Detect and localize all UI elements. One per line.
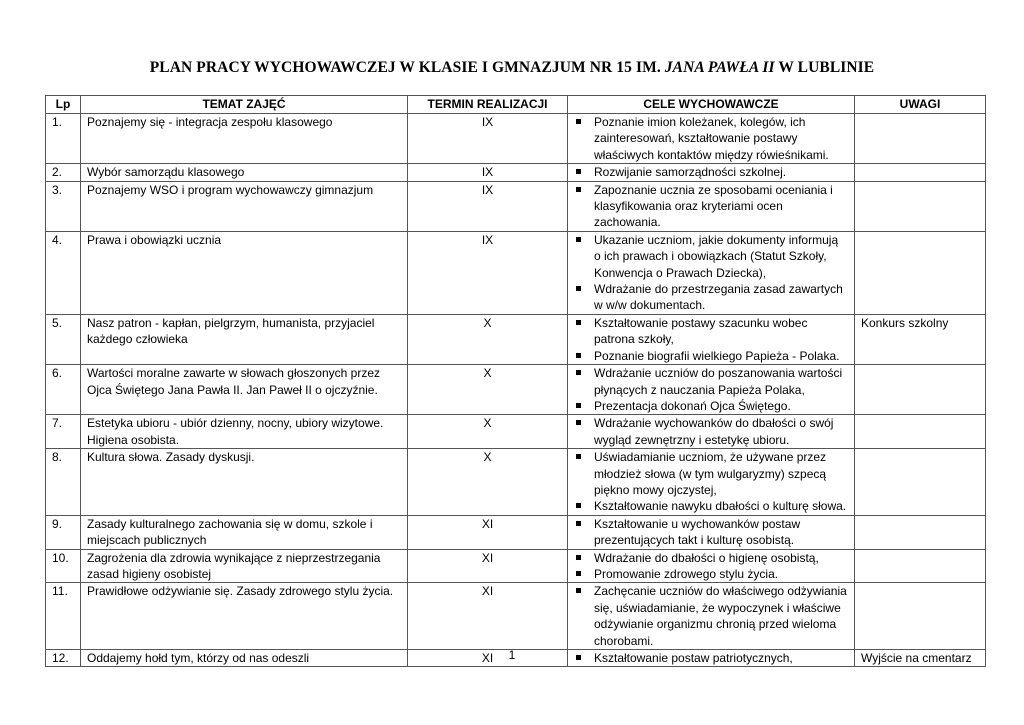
goal-item: Wdrażanie do przestrzegania zasad zawartych w w/w dokumentach.: [574, 281, 848, 314]
row-term: IX: [408, 231, 568, 314]
row-topic: Estetyka ubioru - ubiór dzienny, nocny, ubiory wizytowe. Higiena osobista.: [81, 415, 408, 449]
row-notes: [855, 164, 986, 181]
row-notes: [855, 114, 986, 164]
row-term: XI: [408, 549, 568, 583]
row-notes: [855, 515, 986, 549]
goal-item: Uświadamianie uczniom, że używane przez młodzież słowa (w tym wulgaryzmy) szpecą piękno mowy ojczystej,: [574, 449, 848, 498]
row-number: 8.: [46, 449, 81, 516]
table-row: [46, 365, 986, 415]
row-topic: Zasady kulturalnego zachowania się w domu, szkole i miejscach publicznych: [81, 515, 408, 549]
table-row: [46, 114, 986, 164]
row-notes: [855, 365, 986, 415]
goal-item: Poznanie biografii wielkiego Papieża - Polaka.: [574, 348, 848, 364]
goals-list: [574, 550, 848, 583]
goal-item: Kształtowanie postawy szacunku wobec patrona szkoły,: [574, 315, 848, 348]
row-topic: Prawa i obowiązki ucznia: [81, 231, 408, 314]
row-term: XI: [408, 515, 568, 549]
row-number: 7.: [46, 415, 81, 449]
title-suffix: W LUBLINIE: [774, 59, 875, 76]
page-title: [0, 59, 1024, 77]
row-number: 2.: [46, 164, 81, 181]
header-topic: TEMAT ZAJĘĆ: [81, 96, 408, 114]
row-term: IX: [408, 164, 568, 181]
table-row: [46, 164, 986, 181]
row-goals: [568, 164, 855, 181]
goals-list: [574, 182, 848, 231]
row-term: X: [408, 314, 568, 364]
goal-item: Kształtowanie postaw patriotycznych,: [574, 650, 848, 666]
row-notes: Konkurs szkolny: [855, 314, 986, 364]
row-goals: [568, 515, 855, 549]
goal-item: Ukazanie uczniom, jakie dokumenty informują o ich prawach i obowiązkach (Statut Szkoły, Konwencja o Prawach Dziecka),: [574, 232, 848, 281]
goals-list: [574, 232, 848, 314]
row-topic: Wybór samorządu klasowego: [81, 164, 408, 181]
goals-list: [574, 449, 848, 515]
row-goals: [568, 114, 855, 164]
row-number: 3.: [46, 181, 81, 231]
row-term: IX: [408, 181, 568, 231]
row-term: XI: [408, 583, 568, 650]
row-notes: [855, 231, 986, 314]
row-topic: Zagrożenia dla zdrowia wynikające z nieprzestrzegania zasad higieny osobistej: [81, 549, 408, 583]
row-number: 4.: [46, 231, 81, 314]
header-lp: Lp: [46, 96, 81, 114]
table-body: [46, 114, 986, 667]
row-notes: [855, 549, 986, 583]
goal-item: Rozwijanie samorządności szkolnej.: [574, 164, 848, 180]
row-number: 12.: [46, 650, 81, 667]
goals-list: [574, 583, 848, 649]
row-topic: Poznajemy WSO i program wychowawczy gimnazjum: [81, 181, 408, 231]
goal-item: Wdrażanie uczniów do poszanowania wartości płynących z nauczania Papieża Polaka,: [574, 365, 848, 398]
row-notes: [855, 449, 986, 516]
goal-item: Kształtowanie u wychowanków postaw prezentujących takt i kulturę osobistą.: [574, 516, 848, 549]
table-row: [46, 515, 986, 549]
title-patron-name: JANA PAWŁA II: [664, 59, 775, 76]
table-row: [46, 583, 986, 650]
row-number: 11.: [46, 583, 81, 650]
row-topic: Poznajemy się - integracja zespołu klasowego: [81, 114, 408, 164]
title-prefix: PLAN PRACY WYCHOWAWCZEJ W KLASIE I GMNAZJUM NR 15 IM.: [149, 59, 665, 76]
table-row: [46, 314, 986, 364]
row-notes: [855, 415, 986, 449]
plan-table: [45, 95, 986, 667]
row-notes: [855, 583, 986, 650]
table-row: [46, 415, 986, 449]
goal-item: Zachęcanie uczniów do właściwego odżywiania się, uświadamianie, że wypoczynek i właściwe odżywianie organizmu chronią przed wieloma chorobami.: [574, 583, 848, 649]
goals-list: [574, 516, 848, 549]
row-term: X: [408, 449, 568, 516]
row-goals: [568, 449, 855, 516]
row-term: X: [408, 415, 568, 449]
table-row: [46, 231, 986, 314]
goals-list: [574, 315, 848, 364]
goal-item: Promowanie zdrowego stylu życia.: [574, 566, 848, 582]
row-number: 5.: [46, 314, 81, 364]
goal-item: Prezentacja dokonań Ojca Świętego.: [574, 398, 848, 414]
row-goals: [568, 365, 855, 415]
row-number: 1.: [46, 114, 81, 164]
header-notes: UWAGI: [855, 96, 986, 114]
goal-item: Poznanie imion koleżanek, kolegów, ich zainteresowań, kształtowanie postawy właściwych kontaktów między rówieśnikami.: [574, 114, 848, 163]
row-goals: [568, 415, 855, 449]
row-goals: [568, 314, 855, 364]
row-goals: [568, 549, 855, 583]
goal-item: Kształtowanie nawyku dbałości o kulturę słowa.: [574, 498, 848, 514]
row-number: 10.: [46, 549, 81, 583]
page-number: 1: [508, 648, 516, 662]
row-goals: [568, 231, 855, 314]
table-header-row: [46, 96, 986, 114]
goal-item: Zapoznanie ucznia ze sposobami oceniania i klasyfikowania oraz kryteriami ocen zachowania.: [574, 182, 848, 231]
row-number: 9.: [46, 515, 81, 549]
row-topic: Kultura słowa. Zasady dyskusji.: [81, 449, 408, 516]
table-row: [46, 181, 986, 231]
row-number: 6.: [46, 365, 81, 415]
table-row: [46, 449, 986, 516]
row-topic: Prawidłowe odżywianie się. Zasady zdrowego stylu życia.: [81, 583, 408, 650]
row-topic: Oddajemy hołd tym, którzy od nas odeszli: [81, 650, 408, 667]
row-topic: Nasz patron - kapłan, pielgrzym, humanista, przyjaciel każdego człowieka: [81, 314, 408, 364]
row-notes: [855, 181, 986, 231]
row-term: XI: [408, 650, 568, 667]
row-term: X: [408, 365, 568, 415]
table-row: [46, 549, 986, 583]
header-goals: CELE WYCHOWAWCZE: [568, 96, 855, 114]
row-notes: Wyjście na cmentarz: [855, 650, 986, 667]
goals-list: [574, 415, 848, 448]
goal-item: Wdrażanie do dbałości o higienę osobistą,: [574, 550, 848, 566]
goal-item: Wdrażanie wychowanków do dbałości o swój wygląd zewnętrzny i estetykę ubioru.: [574, 415, 848, 448]
goals-list: [574, 114, 848, 163]
goals-list: [574, 164, 848, 180]
header-term: TERMIN REALIZACJI: [408, 96, 568, 114]
row-term: IX: [408, 114, 568, 164]
row-topic: Wartości moralne zawarte w słowach głoszonych przez Ojca Świętego Jana Pawła II. Jan Paweł II o ojczyźnie.: [81, 365, 408, 415]
goals-list: [574, 365, 848, 414]
row-goals: [568, 181, 855, 231]
row-goals: [568, 583, 855, 650]
